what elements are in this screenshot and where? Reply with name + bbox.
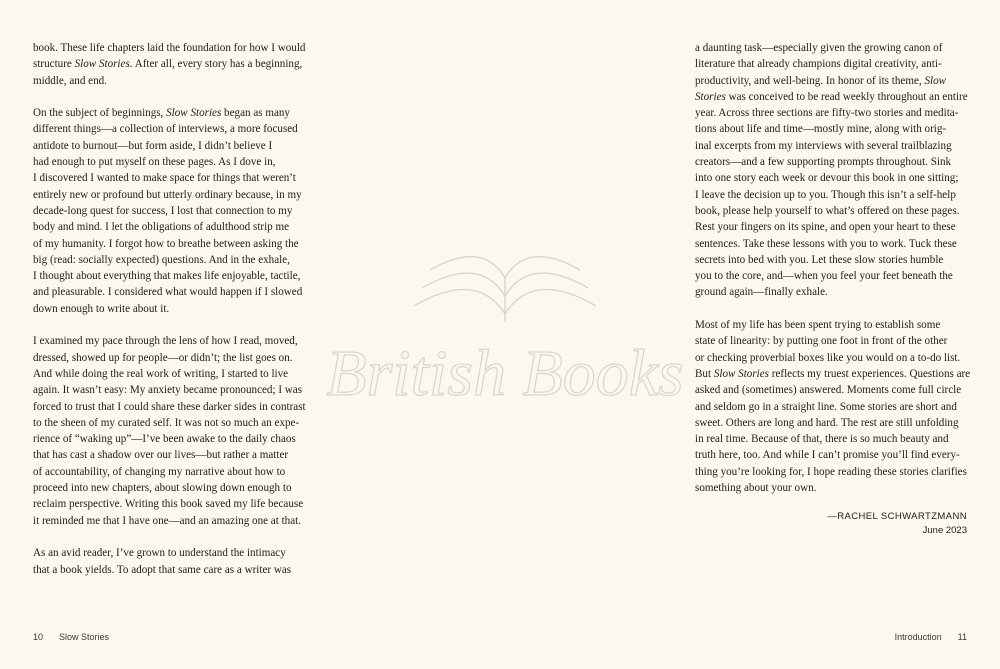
- text-line: asked and (sometimes) answered. Moments come full circle: [695, 384, 962, 397]
- text-line: again. It wasn’t easy: My anxiety became pronounced; I was: [33, 384, 303, 397]
- running-head: Slow Stories: [59, 632, 110, 642]
- text-line: rience of “waking up”—I’ve been awake to the daily chaos: [33, 433, 296, 446]
- text-line: into one story each week or devour this book in one sitting;: [695, 172, 959, 185]
- text-line: And while doing the real work of writing, I started to live: [33, 367, 289, 380]
- left-page-text: [33, 40, 313, 594]
- page-number: 10: [33, 632, 44, 642]
- text-line: thing you’re looking for, I hope reading these stories clarifies: [695, 465, 967, 478]
- paragraph: [695, 40, 970, 301]
- text-line: to the sheen of my curated self. It was not so much an expe-: [33, 416, 300, 429]
- text-line: year. Across three sections are fifty-two stories and medita-: [695, 107, 959, 120]
- signature-date: June 2023: [922, 525, 967, 536]
- text-line: Rest your fingers on its spine, and open your heart to these: [695, 221, 956, 234]
- text-line: entirely new or profound but utterly ordinary because, in my: [33, 188, 302, 201]
- text-line: dressed, showed up for people—or didn’t; the list goes on.: [33, 351, 293, 364]
- text-line: secrets into bed with you. Let these slow stories humble: [695, 253, 944, 266]
- text-line: book, please help yourself to what’s offered on these pages.: [695, 204, 960, 217]
- paragraph: [33, 40, 313, 89]
- signature-name: —RACHEL SCHWARTZMANN: [827, 511, 967, 522]
- text-line: something about your own.: [695, 482, 817, 495]
- text-line: literature that already champions digital creativity, anti-: [695, 58, 942, 71]
- text-line: that has cast a shadow over our lives—but rather a matter: [33, 449, 289, 462]
- text-line: reclaim perspective. Writing this book saved my life because: [33, 498, 304, 511]
- text-line: you to the core, and—when you feel your feet beneath the: [695, 270, 953, 283]
- text-line: inal excerpts from my interviews with several trailblazing: [695, 139, 952, 152]
- paragraph: [33, 545, 313, 578]
- watermark: [290, 230, 720, 440]
- right-page-text: [695, 40, 970, 513]
- text-line: a daunting task—especially given the growing canon of: [695, 42, 943, 54]
- open-book-icon: [414, 257, 596, 322]
- text-line: body and mind. I let the obligations of adulthood strip me: [33, 221, 290, 234]
- paragraph: [33, 333, 313, 529]
- text-line: I thought about everything that makes life enjoyable, tactile,: [33, 270, 301, 283]
- text-line: down enough to write about it.: [33, 302, 170, 315]
- paragraph: [33, 105, 313, 317]
- text-line: I examined my pace through the lens of how I read, moved,: [33, 335, 298, 348]
- watermark-text: British Books: [326, 337, 684, 410]
- text-line: and seldom go in a straight line. Some stories are short and: [695, 400, 957, 413]
- text-line: state of linearity: by putting one foot in front of the other: [695, 335, 948, 348]
- text-line: it reminded me that I have one—and an amazing one at that.: [33, 514, 301, 527]
- text-line: big (read: socially expected) questions. And in the exhale,: [33, 253, 290, 266]
- text-line: I leave the decision up to you. Though this isn’t a self-help: [695, 188, 956, 201]
- text-line: As an avid reader, I’ve grown to understand the intimacy: [33, 547, 286, 560]
- text-line: different things—a collection of interviews, a more focused: [33, 123, 298, 136]
- running-head: Introduction: [894, 632, 942, 642]
- text-line: proceed into new chapters, about slowing down enough to: [33, 482, 292, 495]
- text-line: structure Slow Stories. After all, every story has a beginning,: [33, 58, 303, 71]
- text-line: of my humanity. I forgot how to breathe between asking the: [33, 237, 299, 250]
- text-line: sentences. Take these lessons with you to work. Tuck these: [695, 237, 957, 250]
- text-line: productivity, and well-being. In honor of its theme, Slow: [695, 74, 947, 87]
- text-line: and pleasurable. I considered what would happen if I slowed: [33, 286, 303, 299]
- text-line: sweet. Others are long and hard. The rest are still unfolding: [695, 416, 959, 429]
- text-line: Most of my life has been spent trying to establish some: [695, 319, 941, 332]
- paragraph: [695, 317, 970, 496]
- text-line: truth here, too. And while I can’t promise you’ll find every-: [695, 449, 960, 462]
- text-line: of accountability, of changing my narrative about how to: [33, 465, 286, 478]
- text-line: book. These life chapters laid the foundation for how I would: [33, 42, 306, 54]
- text-line: or checking proverbial boxes like you would on a to-do list.: [695, 351, 961, 364]
- text-line: in real time. Because of that, there is so much beauty and: [695, 433, 949, 446]
- text-line: I discovered I wanted to make space for things that weren’t: [33, 172, 296, 185]
- text-line: decade-long quest for success, I lost that connection to my: [33, 204, 293, 217]
- text-line: On the subject of beginnings, Slow Stories began as many: [33, 107, 290, 120]
- text-line: forced to trust that I could share these darker sides in contrast: [33, 400, 306, 413]
- text-line: But Slow Stories reflects my truest experiences. Questions are: [695, 367, 971, 380]
- text-line: that a book yields. To adopt that same care as a writer was: [33, 563, 292, 576]
- text-line: middle, and end.: [33, 74, 107, 87]
- right-folio: [895, 632, 967, 642]
- text-line: had enough to put myself on these pages. As I dove in,: [33, 156, 276, 169]
- page-number: 11: [957, 632, 967, 642]
- text-line: ground again—finally exhale.: [695, 286, 828, 299]
- text-line: tions about life and time—mostly mine, along with orig-: [695, 123, 947, 136]
- left-folio: [33, 632, 109, 642]
- text-line: antidote to burnout—but form aside, I didn’t believe I: [33, 139, 273, 152]
- author-signature: [827, 510, 967, 538]
- text-line: Stories was conceived to be read weekly throughout an entire: [695, 90, 968, 103]
- text-line: creators—and a few supporting prompts throughout. Sink: [695, 156, 952, 169]
